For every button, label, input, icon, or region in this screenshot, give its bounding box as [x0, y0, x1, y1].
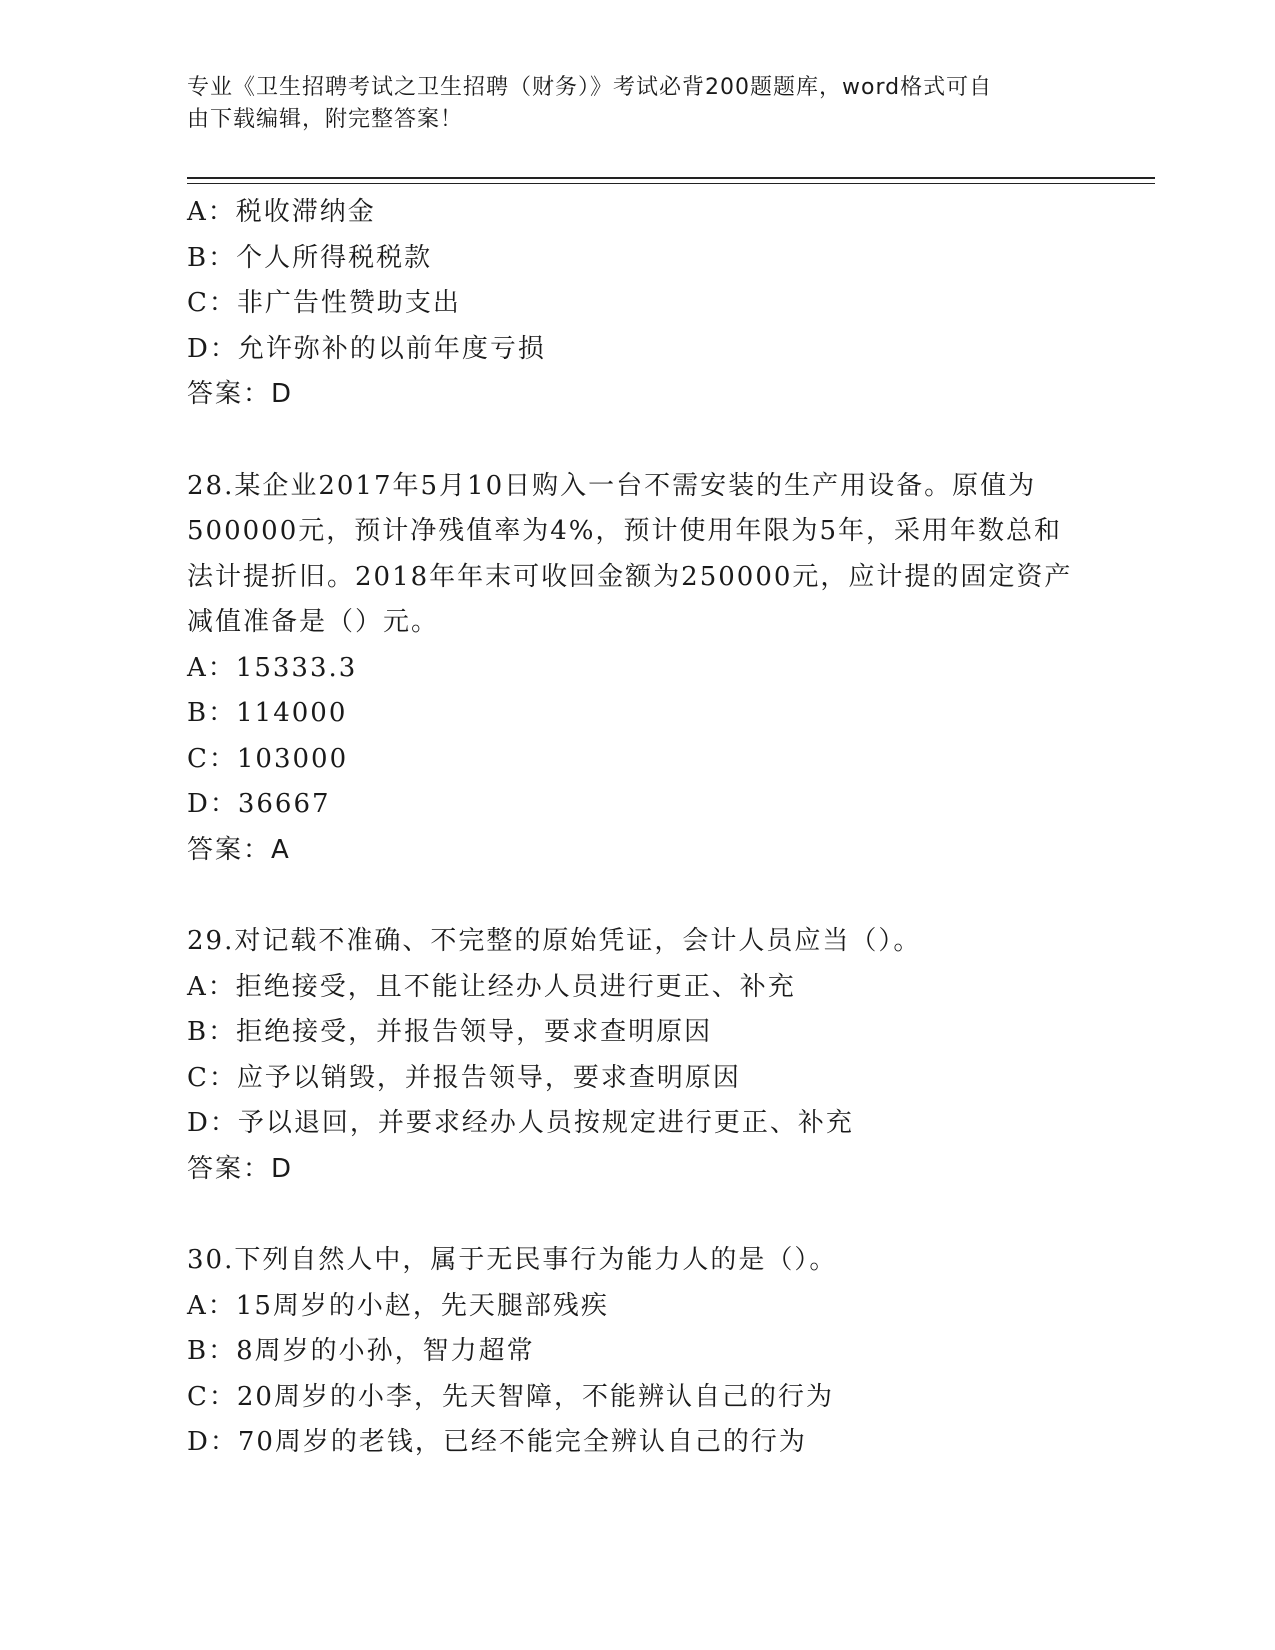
- question-stem-line: 减值准备是（）元。: [187, 607, 440, 637]
- answer: 答案：A: [187, 834, 291, 865]
- header-line-2: 由下载编辑，附完整答案！: [187, 107, 464, 132]
- option-b: B：114000: [187, 698, 348, 728]
- answer: 答案：D: [187, 1153, 294, 1184]
- option-c: C：非广告性赞助支出: [187, 288, 461, 318]
- option-d: D：70周岁的老钱，已经不能完全辨认自己的行为: [187, 1427, 807, 1457]
- option-d: D：36667: [187, 789, 331, 819]
- answer: 答案：D: [187, 379, 294, 409]
- question-28: [187, 464, 1087, 874]
- option-d: D：允许弥补的以前年度亏损: [187, 333, 546, 364]
- option-d: D：予以退回，并要求经办人员按规定进行更正、补充: [187, 1108, 854, 1138]
- header-line-1: 专业《卫生招聘考试之卫生招聘（财务）》考试必背200题题库，word格式可自: [187, 75, 993, 100]
- document-header: [187, 72, 1067, 136]
- question-content: [187, 190, 1087, 1466]
- question-stem-line: 28.某企业2017年5月10日购入一台不需安装的生产用设备。原值为: [187, 470, 1037, 501]
- option-c: C：应予以销毁，并报告领导，要求查明原因: [187, 1062, 741, 1093]
- header-rule-thick: [187, 177, 1155, 179]
- header-rule-thin: [187, 183, 1155, 184]
- question-stem-line: 法计提折旧。2018年年末可收回金额为250000元，应计提的固定资产: [187, 561, 1073, 592]
- option-c: C：20周岁的小李，先天智障，不能辨认自己的行为: [187, 1381, 834, 1412]
- question-stem-line: 500000元，预计净残值率为4%，预计使用年限为5年，采用年数总和: [187, 516, 1063, 546]
- question-stem-line: 30.下列自然人中，属于无民事行为能力人的是（）。: [187, 1245, 838, 1275]
- option-a: A：15333.3: [187, 652, 358, 683]
- option-a: A：拒绝接受，且不能让经办人员进行更正、补充: [187, 971, 796, 1002]
- option-b: B：个人所得税税款: [187, 242, 433, 273]
- option-c: C：103000: [187, 743, 349, 774]
- question-29: [187, 919, 1087, 1192]
- question-27: [187, 190, 1087, 418]
- question-stem-line: 29.对记载不准确、不完整的原始凭证，会计人员应当（）。: [187, 926, 922, 956]
- option-a: A：15周岁的小赵，先天腿部残疾: [187, 1290, 609, 1321]
- option-b: B：8周岁的小孙，智力超常: [187, 1336, 535, 1366]
- option-a: A：税收滞纳金: [187, 197, 376, 227]
- option-b: B：拒绝接受，并报告领导，要求查明原因: [187, 1017, 713, 1047]
- question-30: [187, 1238, 1087, 1466]
